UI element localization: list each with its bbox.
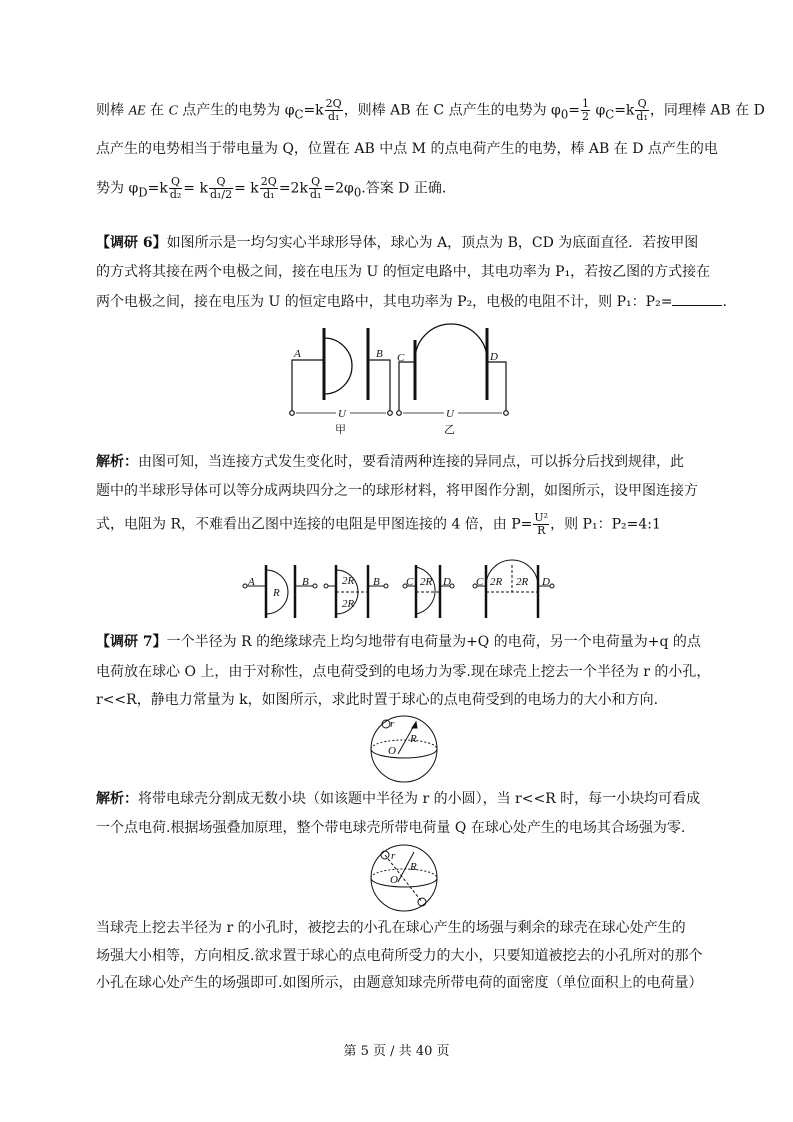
- sol6-line-3: 式，电阻为 R，不难看出乙图中连接的电阻是甲图连接的 4 倍，由 P= $\frac{\text{U²}}{R}$ ，则 P₁：P₂=4:1: [96, 511, 661, 537]
- q6-line-2: 的方式将其接在两个电极之间，接在电压为 U 的恒定电路中，其电功率为 P₁，若按乙图的方式接在: [96, 264, 711, 280]
- figure-7-sphere-2: [368, 842, 440, 914]
- q6-line-3: 两个电极之间，接在电压为 U 的恒定电路中，其电功率为 P₂，电极的电阻不计，则 P₁：P₂= .: [96, 291, 716, 312]
- label-d: D: [443, 576, 451, 588]
- q7-line-3: r<<R，静电力常量为 k，如图所示，求此时置于球心的点电荷受到的电场力的大小和方向.: [96, 692, 659, 708]
- label-b: B: [302, 576, 309, 588]
- label-2r: 2R: [490, 576, 503, 588]
- fraction: $\frac{Q}{\text{d₂}}$: [169, 175, 182, 201]
- end-line-3: 小孔在球心处产生的场强即可.如图所示，由题意知球壳所带电荷的面密度（单位面积上的电荷量）: [96, 975, 703, 991]
- label-r-small: r: [390, 718, 395, 730]
- q7-line-2: 电荷放在球心 O 上，由于对称性，点电荷受到的电场力为零.现在球壳上挖去一个半径为 r 的小孔，: [96, 664, 711, 680]
- figure-6-split: [240, 562, 560, 622]
- page-footer: 第 5 页 / 共 40 页: [343, 1044, 450, 1059]
- end-line-2: 场强大小相等，方向相反.欲求置于球心的点电荷所受力的大小，只要知道被挖去的小孔所对的那个: [96, 948, 703, 964]
- fraction: $\frac{\text{U²}}{R}$: [534, 511, 549, 537]
- label-r-big: R: [410, 861, 417, 873]
- label-c: C: [397, 352, 405, 364]
- label-o: O: [390, 874, 398, 886]
- q7-line-1: 【调研 7】一个半径为 R 的绝缘球壳上均匀地带有电荷量为+Q 的电荷，另一个电荷量为+q 的点: [96, 634, 701, 650]
- q7-tag: 【调研 7】: [96, 634, 167, 650]
- label-r-big: R: [410, 733, 417, 745]
- label-b: B: [373, 576, 380, 588]
- fraction: $\frac{Q}{\text{d₁/2}}$: [209, 175, 233, 201]
- label-b: B: [376, 348, 383, 360]
- sol7-tag: 解析：: [96, 791, 138, 807]
- fraction: $\frac{2Q}{\text{d₁}}$: [325, 97, 342, 123]
- label-2r: 2R: [420, 576, 433, 588]
- label-u-2: U: [446, 408, 454, 420]
- label-u-1: U: [338, 408, 346, 420]
- sol6-line-2: 题中的半球形导体可以等分成两块四分之一的球形材料，将甲图作分割，如图所示，设甲图连接方: [96, 483, 698, 499]
- label-yi: 乙: [444, 424, 455, 436]
- intro-line-2: 点产生的电势相当于带电量为 Q，位置在 AB 中点 M 的点电荷产生的电势，棒 AB 在 D 点产生的电: [96, 141, 718, 157]
- label-d: D: [542, 576, 550, 588]
- end-line-1: 当球壳上挖去半径为 r 的小孔时，被挖去的小孔在球心产生的场强与剩余的球壳在球心处产生的: [96, 920, 686, 936]
- figure-6-circuits: [280, 320, 520, 440]
- label-a: A: [294, 348, 301, 360]
- sol7-line-1: 解析：将带电球壳分割成无数小块（如该题中半径为 r 的小圆），当 r<<R 时，每一小块均可看成: [96, 791, 701, 807]
- label-jia: 甲: [335, 424, 346, 436]
- fraction: $\frac{Q}{\text{d₁}}$: [309, 175, 322, 201]
- fraction: $\frac{2Q}{\text{d₁}}$: [260, 175, 277, 201]
- label-r: R: [273, 587, 280, 599]
- label-c: C: [476, 576, 484, 588]
- intro-line-3: 势为 $\varphi_D=k$ $\frac{Q}{\text{d₂}}$ = k $\frac{Q}{\text{d₁/2}}$ = k $\frac{2Q}{\text{d₁}}$ =2k $\frac{Q}{\text{d₁}}$ $=2\varphi_0$.答案 D 正确.: [96, 175, 447, 201]
- answer-blank: [672, 291, 722, 306]
- label-o: O: [388, 745, 396, 757]
- figure-7-sphere: [368, 712, 440, 784]
- label-2r: 2R: [516, 576, 529, 588]
- sol6-tag: 解析：: [96, 454, 138, 470]
- label-d: D: [490, 351, 498, 363]
- label-c: C: [406, 576, 414, 588]
- label-2r: 2R: [342, 598, 355, 610]
- label-r-small: r: [391, 850, 396, 862]
- fraction: $\frac{1}{2}$: [582, 97, 590, 123]
- sol6-line-1: 解析：由图可知，当连接方式发生变化时，要看清两种连接的异同点，可以拆分后找到规律，此: [96, 454, 684, 470]
- fraction: $\frac{Q}{\text{d₁}}$: [636, 97, 648, 123]
- q6-line-1: 【调研 6】如图所示是一均匀实心半球形导体，球心为 A，顶点为 B，CD 为底面直径．若按甲图: [96, 235, 699, 251]
- sol7-line-2: 一个点电荷.根据场强叠加原理，整个带电球壳所带电荷量 Q 在球心处产生的电场其合场强为零.: [96, 820, 686, 836]
- intro-line-1: 则棒 AE 在 C 点产生的电势为 $\varphi_C=k$ $\frac{2Q}{\text{d₁}}$ ，则棒 AB 在 C 点产生的电势为 $\varphi_0=$ $\frac{1}{2}$ $\varphi_C=k$ $\frac{Q}{\text{d₁}}$ ，同理棒 AB 在 D: [96, 97, 765, 123]
- label-2r: 2R: [342, 575, 355, 587]
- label-a: A: [248, 576, 255, 588]
- q6-tag: 【调研 6】: [96, 235, 167, 251]
